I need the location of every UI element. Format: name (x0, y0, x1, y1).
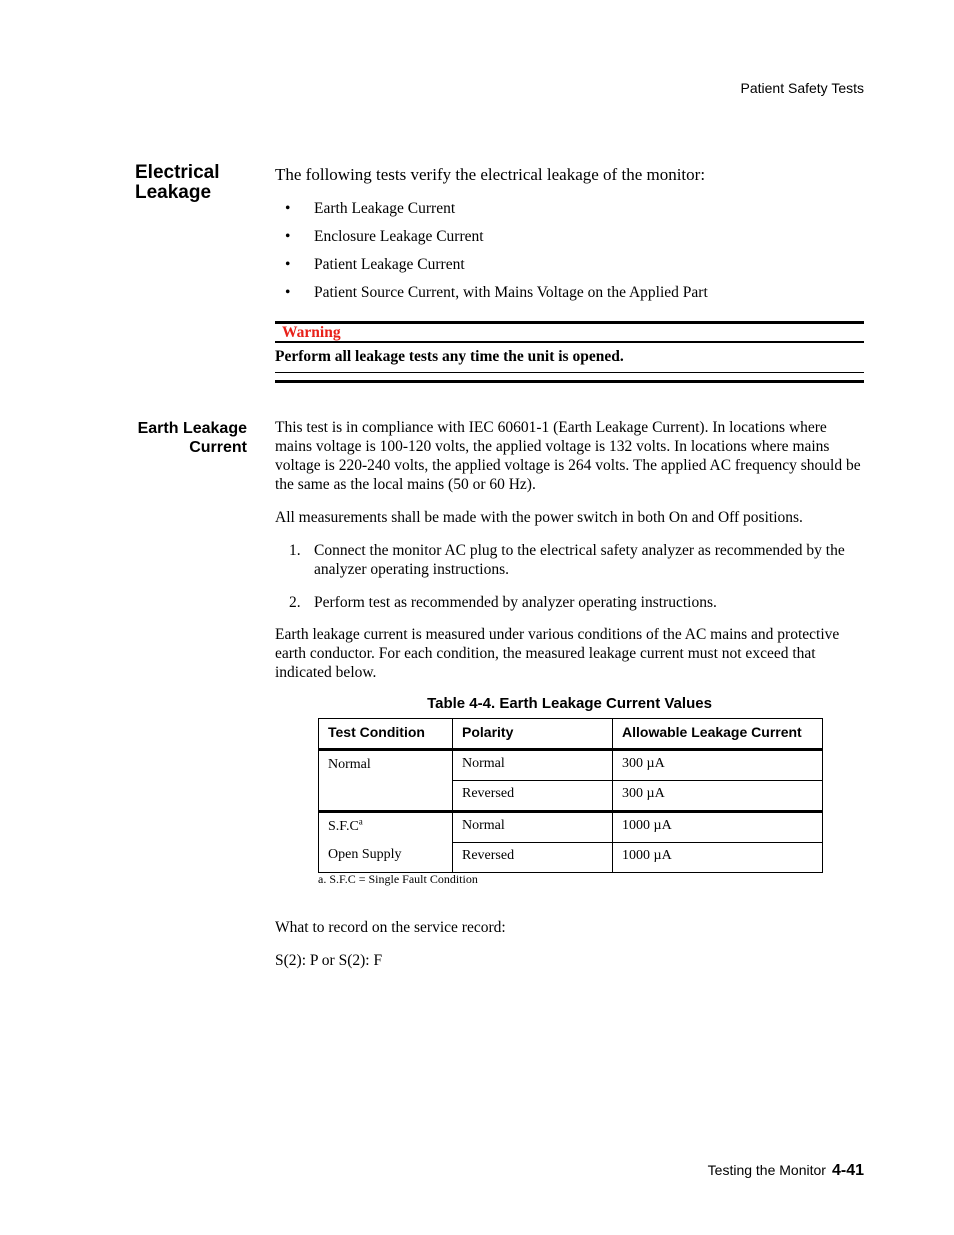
measurement-paragraph: All measurements shall be made with the power switch in both On and Off positions. (275, 509, 803, 526)
table-footnote: a. S.F.C = Single Fault Condition (318, 872, 478, 886)
page-number: 4-41 (831, 1162, 864, 1179)
warning-title: Warning (282, 324, 341, 341)
step-text: Connect the monitor AC plug to the electrical safety analyzer as recommended by the analyzer operating instructions. (314, 542, 845, 578)
warning-box (275, 321, 864, 384)
subsection-heading-line2: Current (189, 439, 247, 456)
list-item-text: Earth Leakage Current (314, 200, 456, 217)
step-text: Perform test as recommended by analyzer operating instructions. (314, 594, 717, 611)
table-header-row (319, 719, 823, 750)
list-item-text: Patient Leakage Current (314, 256, 465, 273)
intro-paragraph: The following tests verify the electrical leakage of the monitor: (275, 165, 706, 184)
bullet-marker: • (285, 200, 291, 217)
subsection-heading-line1: Earth Leakage (137, 420, 247, 437)
list-item (275, 284, 864, 312)
polarity-cell: Normal (453, 812, 613, 843)
compliance-paragraph: This test is in compliance with IEC 60601-1 (Earth Leakage Current). In locations where mains voltage is 100-120 volts, the applied voltage is 132 volts. In locations where mains voltage is 220-240 volts, the applied voltage is 264 volts. The applied AC frequency should be the same as the local mains (50 or 60 Hz). (275, 419, 861, 493)
bullet-marker: • (285, 284, 291, 301)
list-item-text: Enclosure Leakage Current (314, 228, 484, 245)
warning-rule (275, 380, 864, 383)
column-header: Polarity (453, 719, 613, 750)
current-cell: 1000 µA (613, 843, 823, 873)
table-row (319, 750, 823, 781)
table-caption: Table 4-4. Earth Leakage Current Values (427, 695, 712, 712)
polarity-cell: Normal (453, 750, 613, 781)
record-value: S(2): P or S(2): F (275, 952, 383, 969)
bullet-marker: • (285, 256, 291, 273)
step-number: 2. (289, 594, 301, 611)
footer-chapter: Testing the Monitor (707, 1162, 826, 1178)
condition-text (328, 813, 443, 841)
list-item-text: Patient Source Current, with Mains Voltage on the Applied Part (314, 284, 708, 301)
condition-text-line2: Open Supply (328, 847, 402, 862)
leakage-table (318, 718, 823, 873)
subsection-heading (130, 419, 247, 457)
current-cell: 300 µA (613, 781, 823, 812)
footnote-marker: a (358, 816, 363, 827)
condition-text: Normal (328, 757, 371, 772)
conditions-paragraph: Earth leakage current is measured under various conditions of the AC mains and protective earth conductor. For each condition, the measured leakage current must not exceed that indicated below. (275, 626, 840, 681)
list-item (275, 200, 864, 228)
record-label: What to record on the service record: (275, 919, 506, 936)
polarity-cell: Reversed (453, 781, 613, 812)
section-heading (135, 163, 220, 203)
warning-text: Perform all leakage tests any time the unit is opened. (275, 348, 624, 365)
list-item (275, 256, 864, 284)
warning-rule (275, 321, 864, 324)
running-header: Patient Safety Tests (740, 80, 864, 96)
warning-rule (275, 372, 864, 373)
current-cell: 300 µA (613, 750, 823, 781)
bullet-marker: • (285, 228, 291, 245)
bullet-list (275, 200, 864, 312)
warning-rule (275, 341, 864, 343)
current-cell: 1000 µA (613, 812, 823, 843)
section-heading-line2: Leakage (135, 182, 212, 203)
page-footer (708, 1162, 864, 1180)
condition-cell (319, 812, 453, 873)
column-header: Test Condition (319, 719, 453, 750)
column-header: Allowable Leakage Current (613, 719, 823, 750)
step-number: 1. (289, 542, 301, 559)
table-row (319, 812, 823, 843)
condition-cell (319, 750, 453, 812)
condition-label: S.F.C (328, 819, 359, 834)
list-item (275, 228, 864, 256)
section-heading-line1: Electrical (135, 162, 220, 183)
polarity-cell: Reversed (453, 843, 613, 873)
